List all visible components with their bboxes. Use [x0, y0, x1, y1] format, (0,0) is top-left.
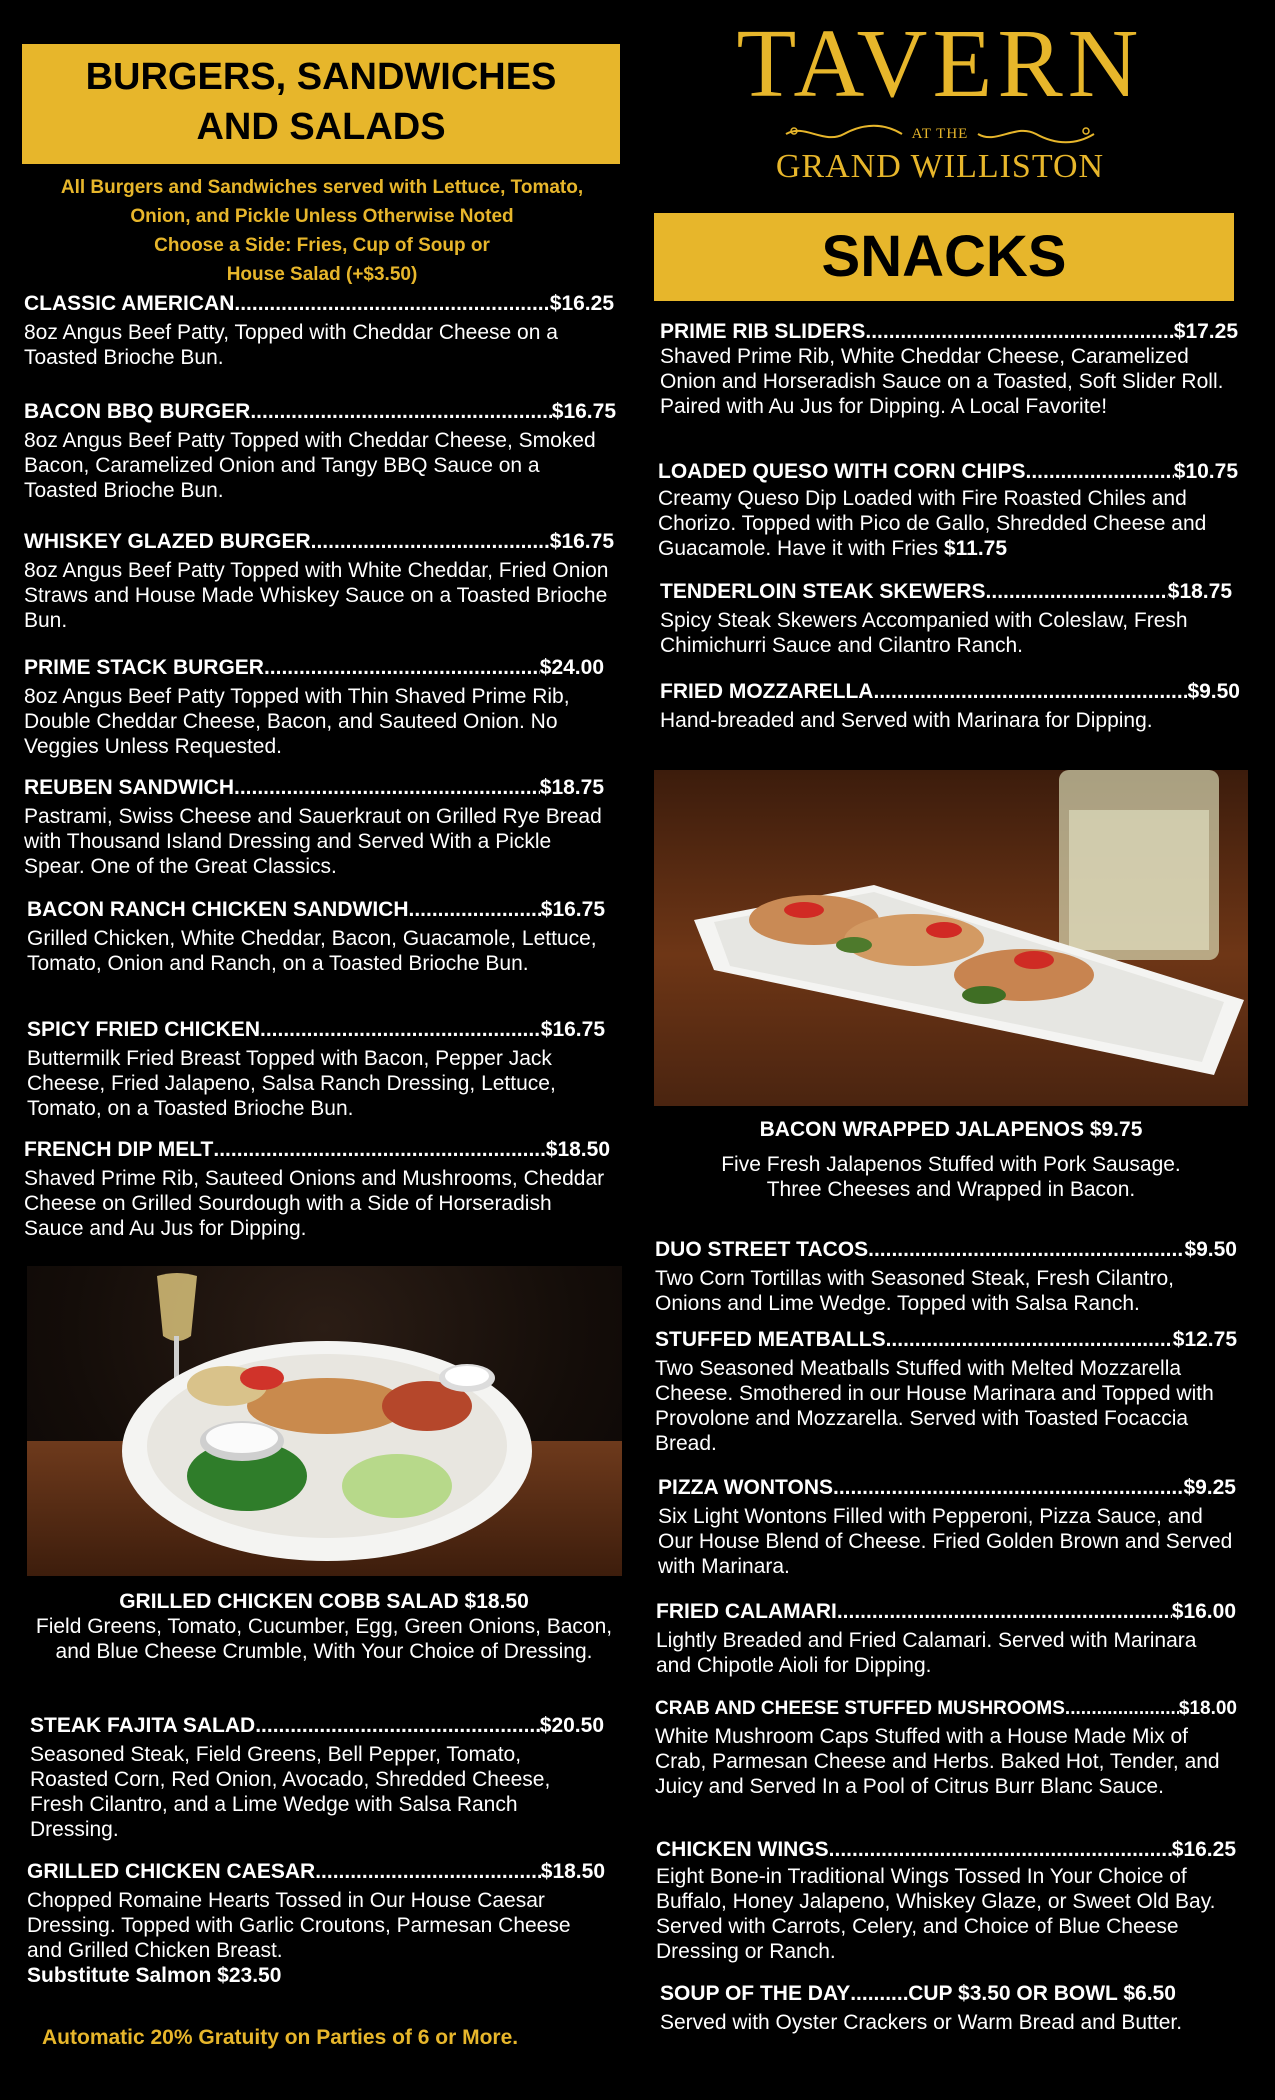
- menu-item: [24, 1138, 610, 1241]
- item-name: BACON BBQ BURGER: [24, 400, 251, 423]
- item-name: GRILLED CHICKEN CAESAR: [27, 1860, 316, 1883]
- item-fries-price: $11.75: [943, 537, 1008, 560]
- cobb-description: Field Greens, Tomato, Cucumber, Egg, Green Onions, Bacon, and Blue Cheese Crumble, With Your Choice of Dressing.: [35, 1615, 613, 1663]
- item-description: Lightly Breaded and Fried Calamari. Served with Marinara and Chipotle Aioli for Dipping.: [656, 1629, 1197, 1677]
- item-price: $9.25: [1183, 1476, 1236, 1499]
- menu-item: [660, 580, 1232, 658]
- item-price: $9.50: [1184, 1238, 1237, 1261]
- item-description: 8oz Angus Beef Patty Topped with Thin Shaved Prime Rib, Double Cheddar Cheese, Bacon, and Sauteed Onion. No Veggies Unless Requested.: [24, 685, 570, 758]
- menu-item: [24, 292, 614, 370]
- menu-item: [656, 1838, 1236, 1964]
- menu-item: [658, 460, 1238, 561]
- menu-item: [24, 530, 614, 633]
- logo-ornament: [660, 116, 1220, 152]
- item-price: $16.75: [551, 400, 616, 423]
- item-price: $18.50: [540, 1860, 605, 1883]
- item-description: Seasoned Steak, Field Greens, Bell Pepper, Tomato, Roasted Corn, Red Onion, Avocado, Shredded Cheese, Fresh Cilantro, and a Lime Wedge with Salsa Ranch Dressing.: [30, 1743, 551, 1841]
- item-name: CLASSIC AMERICAN: [24, 292, 235, 315]
- item-price: $17.25: [1173, 320, 1238, 343]
- note-line: Onion, and Pickle Unless Otherwise Noted: [130, 206, 514, 227]
- logo-subtitle: GRAND WILLISTON: [775, 148, 1105, 185]
- item-name: WHISKEY GLAZED BURGER: [24, 530, 311, 553]
- note-line: Choose a Side: Fries, Cup of Soup or: [154, 235, 490, 256]
- flourish-right-icon: [976, 119, 1096, 149]
- menu-item: [660, 1982, 1240, 2035]
- cobb-title: GRILLED CHICKEN COBB SALAD $18.50: [119, 1590, 529, 1613]
- item-name: PRIME STACK BURGER: [24, 656, 264, 679]
- item-description: Grilled Chicken, White Cheddar, Bacon, Guacamole, Lettuce, Tomato, Onion and Ranch, on a Toasted Brioche Bun.: [27, 927, 597, 975]
- menu-item: [660, 320, 1238, 419]
- menu-item: [30, 1714, 604, 1842]
- item-description: Served with Oyster Crackers or Warm Bread and Butter.: [660, 2011, 1183, 2034]
- item-name: FRENCH DIP MELT: [24, 1138, 214, 1161]
- item-name: STEAK FAJITA SALAD: [30, 1714, 256, 1737]
- item-description: Creamy Queso Dip Loaded with Fire Roasted Chiles and Chorizo. Topped with Pico de Gallo, Shredded Cheese and Guacamole. Have it with Fries: [658, 487, 1207, 560]
- item-substitute: Substitute Salmon $23.50: [27, 1964, 282, 1987]
- item-description: 8oz Angus Beef Patty, Topped with Cheddar Cheese on a Toasted Brioche Bun.: [24, 321, 558, 369]
- item-price: $9.50: [1187, 680, 1240, 703]
- logo-title: TAVERN: [736, 10, 1144, 118]
- menu-item: [27, 1018, 605, 1121]
- tavern-logo: [660, 10, 1220, 185]
- item-description: Shaved Prime Rib, Sauteed Onions and Mushrooms, Cheddar Cheese on Grilled Sourdough with a Side of Horseradish Sauce and Au Jus for Dipping.: [24, 1167, 605, 1240]
- item-name: DUO STREET TACOS: [655, 1238, 869, 1261]
- menu-item: [656, 1600, 1236, 1678]
- item-description: Two Corn Tortillas with Seasoned Steak, Fresh Cilantro, Onions and Lime Wedge. Topped with Salsa Ranch.: [655, 1267, 1175, 1315]
- item-price: $12.75: [1172, 1328, 1237, 1351]
- item-description: Two Seasoned Meatballs Stuffed with Melted Mozzarella Cheese. Smothered in our House Marinara and Topped with Provolone and Mozzarella. Served with Toasted Focaccia Bread.: [655, 1357, 1214, 1455]
- menu-item: [660, 680, 1240, 733]
- item-description: Eight Bone-in Traditional Wings Tossed In Your Choice of Buffalo, Honey Jalapeno, Whiskey Glaze, or Sweet Old Bay. Served with Carrots, Celery, and Choice of Blue Cheese Dressing or Ranch.: [656, 1865, 1216, 1963]
- item-description: 8oz Angus Beef Patty Topped with White Cheddar, Fried Onion Straws and House Made Whiskey Sauce on a Toasted Brioche Bun.: [24, 559, 609, 632]
- item-price: CUP $3.50 OR BOWL $6.50: [908, 1982, 1176, 2005]
- item-description: White Mushroom Caps Stuffed with a House Made Mix of Crab, Parmesan Cheese and Herbs. Baked Hot, Tender, and Juicy and Served In a Pool of Citrus Burr Blanc Sauce.: [655, 1725, 1220, 1798]
- cobb-salad-photo: [27, 1266, 622, 1576]
- jalapenos-photo: [654, 770, 1248, 1106]
- item-name: CHICKEN WINGS: [656, 1838, 829, 1861]
- banner-line-2: AND SALADS: [196, 106, 446, 148]
- jalapenos-description: Five Fresh Jalapenos Stuffed with Pork Sausage. Three Cheeses and Wrapped in Bacon.: [721, 1153, 1181, 1201]
- item-name: PRIME RIB SLIDERS: [660, 320, 866, 343]
- item-price: $16.25: [1171, 1838, 1236, 1861]
- item-price: $20.50: [539, 1714, 604, 1737]
- item-price: $16.00: [1171, 1600, 1236, 1623]
- jalapenos-caption: [654, 1118, 1248, 1202]
- item-name: LOADED QUESO WITH CORN CHIPS: [658, 460, 1026, 483]
- item-price: $16.25: [549, 292, 614, 315]
- item-description: 8oz Angus Beef Patty Topped with Cheddar Cheese, Smoked Bacon, Caramelized Onion and Tangy BBQ Sauce on a Toasted Brioche Bun.: [24, 429, 596, 502]
- menu-item: [24, 400, 616, 503]
- item-description: Chopped Romaine Hearts Tossed in Our House Caesar Dressing. Topped with Garlic Croutons, Parmesan Cheese and Grilled Chicken Breast.: [27, 1889, 571, 1962]
- item-price: $10.75: [1173, 460, 1238, 483]
- item-description: Pastrami, Swiss Cheese and Sauerkraut on Grilled Rye Bread with Thousand Island Dressing and Served With a Pickle Spear. One of the Great Classics.: [24, 805, 602, 878]
- item-name: SOUP OF THE DAY: [660, 1982, 851, 2005]
- menu-item: [27, 898, 605, 976]
- menu-item: [24, 656, 604, 759]
- item-price: $18.75: [539, 776, 604, 799]
- item-name: BACON RANCH CHICKEN SANDWICH: [27, 898, 409, 921]
- sides-note: [22, 173, 622, 289]
- item-price: $16.75: [540, 898, 605, 921]
- item-description: Shaved Prime Rib, White Cheddar Cheese, Caramelized Onion and Horseradish Sauce on a Toasted, Soft Slider Roll. Paired with Au Jus for Dipping. A Local Favorite!: [660, 345, 1224, 418]
- gratuity-note: Automatic 20% Gratuity on Parties of 6 or More.: [42, 2026, 519, 2049]
- item-price: $18.00: [1178, 1698, 1237, 1719]
- item-description: Six Light Wontons Filled with Pepperoni, Pizza Sauce, and Our House Blend of Cheese. Fried Golden Brown and Served with Marinara.: [658, 1505, 1233, 1578]
- item-name: SPICY FRIED CHICKEN: [27, 1018, 260, 1041]
- item-price: $18.75: [1167, 580, 1232, 603]
- jalapenos-title: BACON WRAPPED JALAPENOS $9.75: [759, 1118, 1143, 1141]
- item-description: Hand-breaded and Served with Marinara for Dipping.: [660, 709, 1153, 732]
- menu-item: [27, 1860, 605, 1988]
- item-name: CRAB AND CHEESE STUFFED MUSHROOMS: [655, 1698, 1065, 1719]
- item-name: REUBEN SANDWICH: [24, 776, 234, 799]
- logo-at: AT THE: [911, 125, 969, 142]
- flourish-left-icon: [784, 119, 904, 149]
- item-name: PIZZA WONTONS: [658, 1476, 833, 1499]
- menu-item: [655, 1328, 1237, 1456]
- item-price: $16.75: [549, 530, 614, 553]
- item-price: $18.50: [545, 1138, 610, 1161]
- menu-item: [24, 776, 604, 879]
- note-line: All Burgers and Sandwiches served with Lettuce, Tomato,: [60, 177, 584, 198]
- item-price: $24.00: [539, 656, 604, 679]
- section-banner-snacks: SNACKS: [654, 213, 1234, 301]
- item-description: Spicy Steak Skewers Accompanied with Coleslaw, Fresh Chimichurri Sauce and Cilantro Ranch.: [660, 609, 1188, 657]
- menu-item: [658, 1476, 1236, 1579]
- banner-line-1: BURGERS, SANDWICHES: [85, 56, 557, 98]
- item-name: FRIED MOZZARELLA: [660, 680, 874, 703]
- menu-item: [655, 1698, 1237, 1799]
- item-name: FRIED CALAMARI: [656, 1600, 837, 1623]
- menu-item: [655, 1238, 1237, 1316]
- item-name: STUFFED MEATBALLS: [655, 1328, 886, 1351]
- item-price: $16.75: [540, 1018, 605, 1041]
- note-line: House Salad (+$3.50): [226, 264, 418, 285]
- item-name: TENDERLOIN STEAK SKEWERS: [660, 580, 986, 603]
- item-description: Buttermilk Fried Breast Topped with Bacon, Pepper Jack Cheese, Fried Jalapeno, Salsa Ranch Dressing, Lettuce, Tomato, on a Toasted Brioche Bun.: [27, 1047, 556, 1120]
- section-banner-burgers: [22, 44, 620, 164]
- cobb-salad-caption: [24, 1590, 624, 1664]
